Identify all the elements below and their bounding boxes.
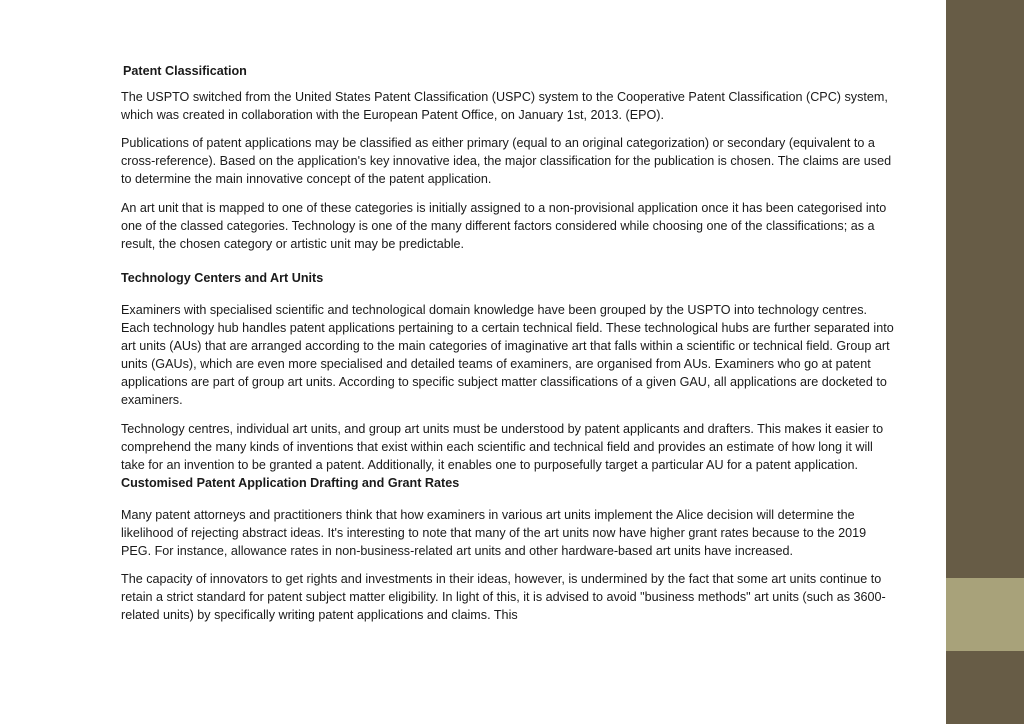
decorative-sidebar-accent xyxy=(946,578,1024,651)
paragraph: Many patent attorneys and practitioners think that how examiners in various art units implement the Alice decision will determine the likelihood of rejecting abstract ideas. It's interesting to note that many of the art units now have higher grant rates because to the 2019 PEG. For instance, allowance rates in non-business-related art units and other hardware-based art units have increased. xyxy=(121,507,867,559)
section-heading-technology-centers: Technology Centers and Art Units xyxy=(121,270,324,285)
section-heading-customised-drafting: Customised Patent Application Drafting and Grant Rates xyxy=(121,475,460,490)
paragraph: The capacity of innovators to get rights and investments in their ideas, however, is undermined by the fact that some art units continue to retain a strict standard for patent subject matter eligibility. In light of this, it is advised to avoid "business methods" art units (such as 3600-related units) by specifically writing patent applications and claims. This xyxy=(121,572,886,623)
paragraph: Examiners with specialised scientific and technological domain knowledge have been grouped by the USPTO into technology centres. Each technology hub handles patent applications pertaining to a certain technical field. These technological hubs are further separated into art units (AUs) that are arranged according to the main categories of imaginative art that falls within a scientific or technical field. Group art units (GAUs), which are even more specialised and detailed teams of examiners, are organised from AUs. Examiners who go at patent applications are part of group art units. According to specific subject matter classifications of a given GAU, all applications are docketed to examiners. xyxy=(121,302,894,408)
paragraph: Technology centres, individual art units, and group art units must be understood by patent applicants and drafters. This makes it easier to comprehend the many kinds of inventions that exist within each scientific and technical field and provides an estimate of how long it will take for an invention to be granted a patent. Additionally, it enables one to purposefully target a particular AU for a patent application. xyxy=(121,421,884,472)
paragraph: The USPTO switched from the United States Patent Classification (USPC) system to the Cooperative Patent Classification (CPC) system, which was created in collaboration with the European Patent Office, on January 1st, 2013. (EPO). xyxy=(121,90,888,123)
document-body xyxy=(121,62,899,624)
paragraph: An art unit that is mapped to one of these categories is initially assigned to a non-provisional application once it has been categorised into one of the classed categories. Technology is one of the many different factors considered while choosing one of the classifications; as a result, the chosen category or artistic unit may be predictable. xyxy=(121,200,887,251)
section-heading-patent-classification: Patent Classification xyxy=(123,64,247,78)
paragraph: Publications of patent applications may be classified as either primary (equal to an original categorization) or secondary (equivalent to a cross-reference). Based on the application's key innovative idea, the major classification for the publication is chosen. The claims are used to determine the main innovative concept of the patent application. xyxy=(121,136,892,187)
